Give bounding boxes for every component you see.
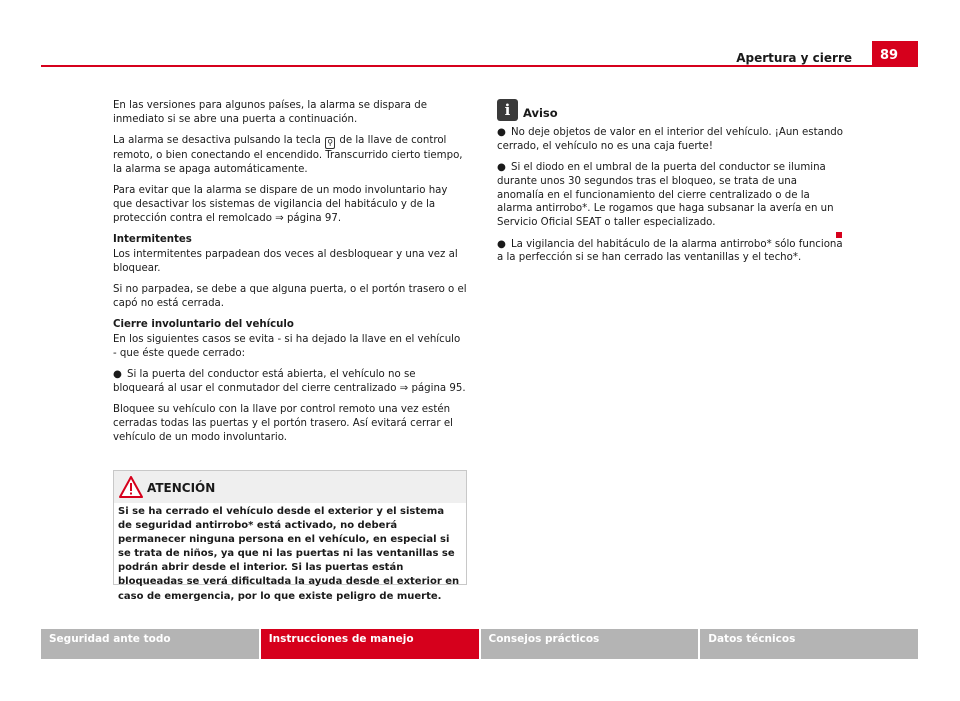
tab-instrucciones[interactable]: Instrucciones de manejo <box>261 629 479 659</box>
warning-box <box>113 470 467 602</box>
footer-nav <box>41 629 918 659</box>
note-bullet <box>497 238 843 266</box>
paragraph <box>113 134 467 177</box>
page-number: 89 <box>872 41 918 67</box>
end-of-section-marker <box>836 232 842 238</box>
warning-triangle-icon <box>119 476 143 498</box>
tab-datos[interactable]: Datos técnicos <box>700 629 918 659</box>
bullet-icon: ● <box>497 127 506 138</box>
paragraph: Para evitar que la alarma se dispare de un modo involuntario hay que desactivar los sistemas de vigilancia del habitáculo y de la protección contra el remolcado ⇒ página 97. <box>113 185 448 224</box>
paragraph-text: La alarma se desactiva pulsando la tecla <box>113 135 321 147</box>
header-rule <box>41 65 918 67</box>
paragraph: Si no parpadea, se debe a que alguna puerta, o el portón trasero o el capó no está cerrada. <box>113 283 467 309</box>
note-title: Aviso <box>523 106 558 120</box>
bullet-text: No deje objetos de valor en el interior del vehículo. ¡Aun estando cerrado, el vehículo no es una caja fuerte! <box>497 127 843 152</box>
bullet-icon: ● <box>113 368 122 380</box>
paragraph: En los siguientes casos se evita - si ha dejado la llave en el vehículo - que éste quede cerrado: <box>113 333 461 359</box>
bullet-icon: ● <box>497 162 506 174</box>
warning-title: ATENCIÓN <box>147 481 216 495</box>
section-title: Apertura y cierre <box>736 51 852 65</box>
tab-consejos[interactable]: Consejos prácticos <box>481 629 699 659</box>
bullet-item <box>113 368 467 396</box>
note-bullet <box>497 161 843 230</box>
paragraph-text: de la llave de control remoto, o bien conectando el encendido. Transcurrido cierto tiempo, la alarma se apaga automáticamente. <box>113 135 463 175</box>
warning-body: Si se ha cerrado el vehículo desde el exterior y el sistema de seguridad antirrobo* está activado, no deberá permanecer ninguna persona en el vehículo, en especial si se trata de niños, ya que ni las puertas ni las ventanillas se podrán abrir desde el interior. Si las puertas están bloqueadas se verá dificultada la ayuda desde el exterior en caso de emergencia, por lo que existe peligro de muerte. <box>118 506 460 602</box>
bullet-text: Si la puerta del conductor está abierta, el vehículo no se bloqueará al usar el conmutador del cierre centralizado ⇒ página 95. <box>113 368 466 394</box>
subheading: Intermitentes <box>113 234 192 246</box>
lock-key-icon: ⚲ <box>325 137 335 149</box>
tab-seguridad[interactable]: Seguridad ante todo <box>41 629 259 659</box>
right-column <box>497 99 843 273</box>
paragraph: En las versiones para algunos países, la alarma se dispara de inmediato si se abre una puerta a continuación. <box>113 100 427 125</box>
paragraph: Bloquee su vehículo con la llave por control remoto una vez estén cerradas todas las puertas y el portón trasero. Así evitará cerrar el vehículo de un modo involuntario. <box>113 404 453 443</box>
subheading: Cierre involuntario del vehículo <box>113 319 294 331</box>
bullet-icon: ● <box>497 238 506 250</box>
left-column <box>113 99 467 452</box>
paragraph: Los intermitentes parpadean dos veces al desbloquear y una vez al bloquear. <box>113 248 458 274</box>
info-icon: i <box>497 99 518 121</box>
bullet-text: La vigilancia del habitáculo de la alarma antirrobo* sólo funciona a la perfección si se han cerrado las ventanillas y el techo*. <box>497 238 843 264</box>
warning-header <box>114 471 466 503</box>
bullet-text: Si el diodo en el umbral de la puerta del conductor se ilumina durante unos 30 segundos tras el bloqueo, se trata de una anomalía en el funcionamiento del cierre centralizado o de la alarma antirrobo*. Le rogamos que haga subsanar la avería en un Servicio Oficial SEAT o taller especializado. <box>497 162 834 229</box>
note-header <box>497 99 843 123</box>
note-bullet <box>497 126 843 154</box>
